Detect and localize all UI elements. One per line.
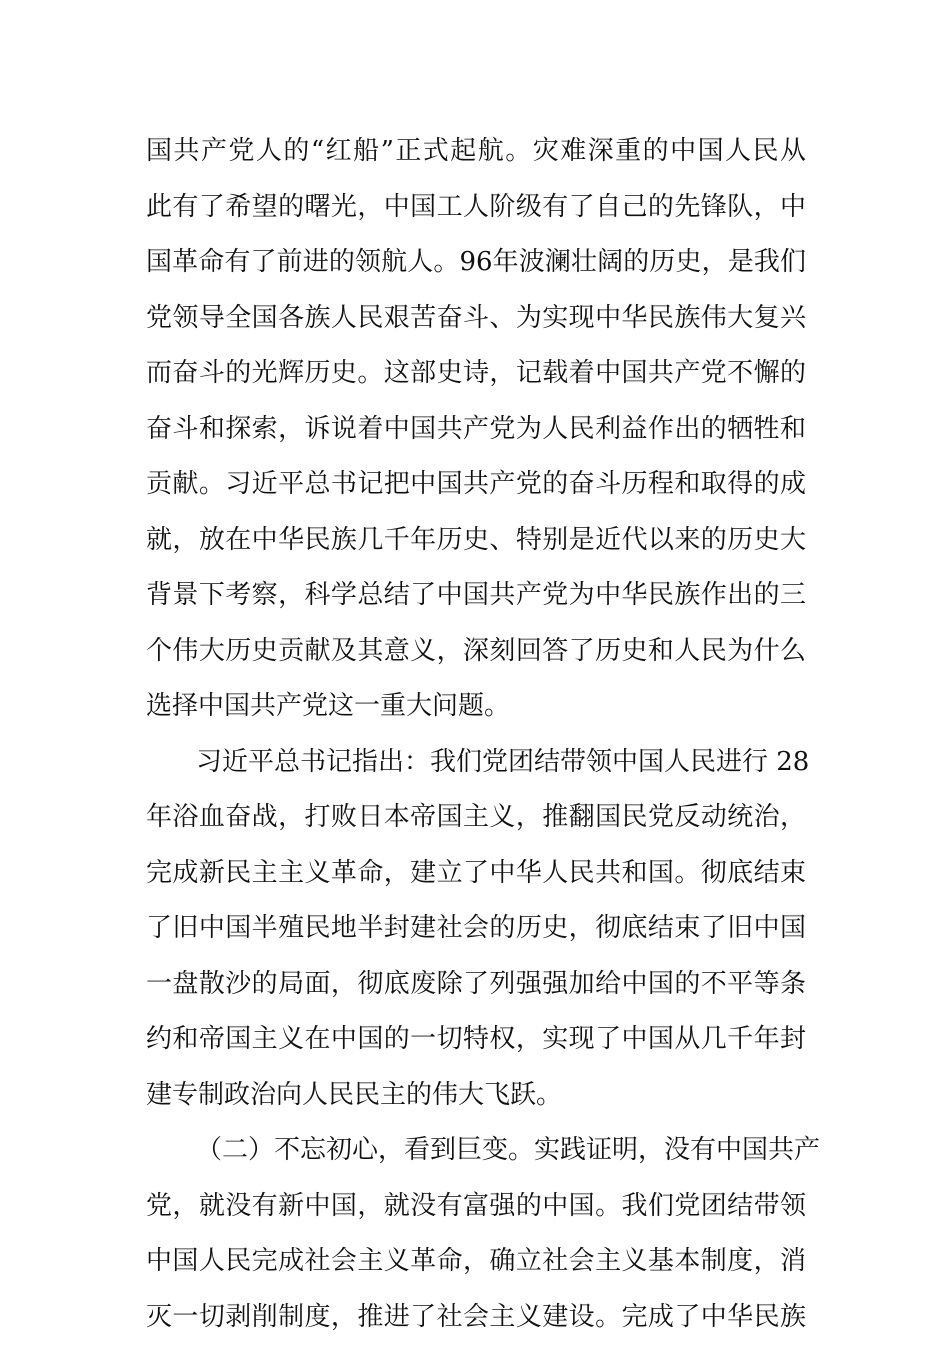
text-line: 习近平总书记指出：我们党团结带领中国人民进行 28: [146, 735, 806, 791]
text-line: 奋斗和探索，诉说着中国共产党为人民利益作出的牺牲和: [146, 402, 806, 458]
text-line: 国革命有了前进的领航人。96年波澜壮阔的历史，是我们: [146, 235, 806, 291]
text-line: 贡献。习近平总书记把中国共产党的奋斗历程和取得的成: [146, 457, 806, 513]
text-line: 党领导全国各族人民艰苦奋斗、为实现中华民族伟大复兴: [146, 291, 806, 347]
text-line: 个伟大历史贡献及其意义，深刻回答了历史和人民为什么: [146, 624, 806, 680]
text-line: 选择中国共产党这一重大问题。: [146, 679, 806, 735]
text-line: 约和帝国主义在中国的一切特权，实现了中国从几千年封: [146, 1012, 806, 1068]
text-line: 了旧中国半殖民地半封建社会的历史，彻底结束了旧中国: [146, 901, 806, 957]
text-line: 灭一切剥削制度，推进了社会主义建设。完成了中华民族: [146, 1290, 806, 1345]
text-line: 中国人民完成社会主义革命，确立社会主义基本制度，消: [146, 1234, 806, 1290]
text-line: 国共产党人的“红船”正式起航。灾难深重的中国人民从: [146, 124, 806, 180]
text-line: 一盘散沙的局面，彻底废除了列强强加给中国的不平等条: [146, 957, 806, 1013]
text-line: 年浴血奋战，打败日本帝国主义，推翻国民党反动统治，: [146, 790, 806, 846]
text-line: 此有了希望的曙光，中国工人阶级有了自己的先锋队，中: [146, 180, 806, 236]
text-line: （二）不忘初心，看到巨变。实践证明，没有中国共产: [146, 1123, 806, 1179]
text-line: 建专制政治向人民民主的伟大飞跃。: [146, 1068, 806, 1124]
text-line: 完成新民主主义革命，建立了中华人民共和国。彻底结束: [146, 846, 806, 902]
body-text: [146, 124, 806, 1345]
paragraph-3: [146, 1123, 806, 1345]
text-line: 而奋斗的光辉历史。这部史诗，记载着中国共产党不懈的: [146, 346, 806, 402]
text-line: 背景下考察，科学总结了中国共产党为中华民族作出的三: [146, 568, 806, 624]
text-line: 党，就没有新中国，就没有富强的中国。我们党团结带领: [146, 1179, 806, 1235]
paragraph-1: [146, 124, 806, 735]
paragraph-2: [146, 735, 806, 1124]
text-line: 就，放在中华民族几千年历史、特别是近代以来的历史大: [146, 513, 806, 569]
